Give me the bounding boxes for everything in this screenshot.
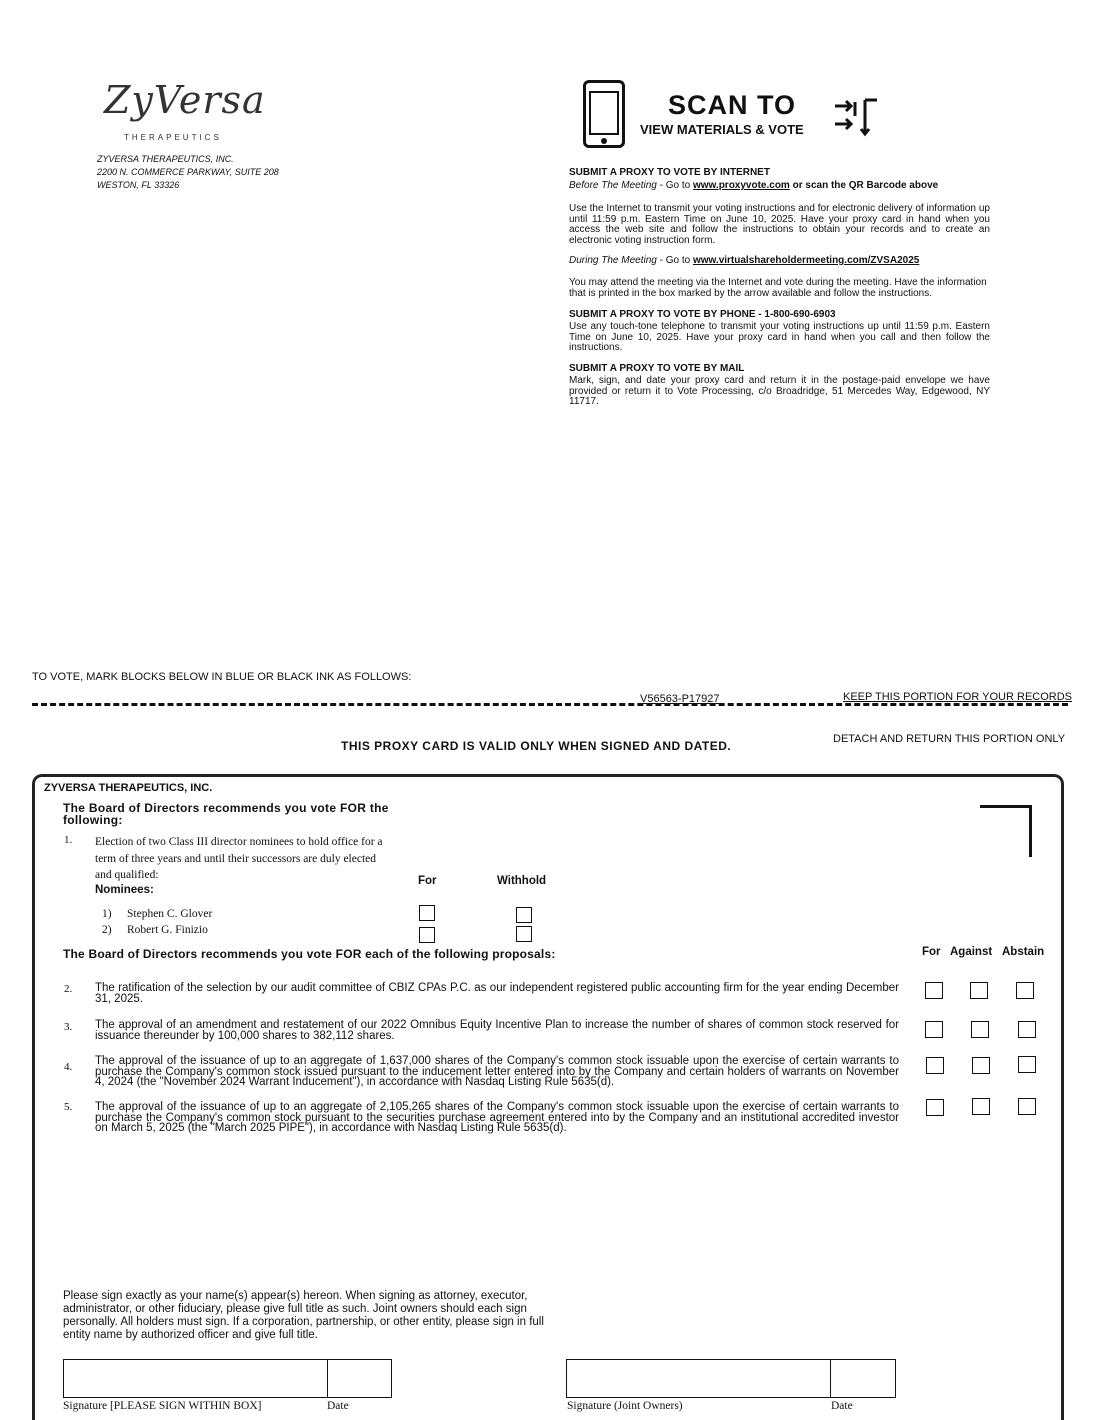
election-item-text: Election of two Class III director nominees to hold office for a term of three years and until their successors are duly elected and qualified: xyxy=(95,836,383,881)
proposal-4-against-checkbox[interactable] xyxy=(972,1057,990,1074)
before-label: Before The Meeting xyxy=(569,180,657,191)
proposal-5-for-checkbox[interactable] xyxy=(926,1099,944,1116)
date-box[interactable] xyxy=(327,1359,392,1398)
scan-title: SCAN TO xyxy=(668,90,797,120)
proposal-2-for-checkbox[interactable] xyxy=(925,982,943,999)
virtual-meeting-link[interactable]: www.virtualshareholdermeeting.com/ZVSA2025 xyxy=(692,255,920,266)
proposal-text: The approval of the issuance of up to an aggregate of 2,105,265 shares of the Company's common stock issuable upon the exercise of certain warrants to purchase the Company's common stock pursuant to the securities purchase agreement entered into by the Company and an institutional accredited investor on March 5, 2025 (the "March 2025 PIPE"), in accordance with Nasdaq Listing Rule 5635(d). xyxy=(95,1101,899,1134)
header-against: Against xyxy=(950,946,993,958)
nominee-2-withhold-checkbox[interactable] xyxy=(516,926,532,942)
nominee-1-for-checkbox[interactable] xyxy=(419,905,435,921)
phone-heading: SUBMIT A PROXY TO VOTE BY PHONE - 1-800-690-6903 xyxy=(569,309,836,320)
before-meeting-line xyxy=(569,181,990,192)
scan-subtitle: VIEW MATERIALS & VOTE xyxy=(640,122,804,137)
proposal-3-for-checkbox[interactable] xyxy=(925,1021,943,1038)
control-code: V56563-P17927 xyxy=(640,693,720,705)
proposal-3-against-checkbox[interactable] xyxy=(971,1021,989,1038)
proposal-number: 2. xyxy=(64,983,73,995)
signature-box[interactable] xyxy=(63,1359,328,1398)
signature-label: Signature [PLEASE SIGN WITHIN BOX] xyxy=(63,1400,262,1412)
card-company-name: ZYVERSA THERAPEUTICS, INC. xyxy=(44,782,213,794)
nominee-2-for-checkbox[interactable] xyxy=(419,927,435,943)
nominee-name: Stephen C. Glover xyxy=(127,908,213,920)
during-goto: - Go to xyxy=(656,255,693,266)
detach-label: DETACH AND RETURN THIS PORTION ONLY xyxy=(833,733,1066,745)
during-label: During The Meeting xyxy=(569,255,657,266)
header-abstain: Abstain xyxy=(1002,946,1045,958)
proposal-2-abstain-checkbox[interactable] xyxy=(1016,982,1034,999)
recommendation-following: The Board of Directors recommends you vote FOR the following: xyxy=(63,801,389,827)
address-line: WESTON, FL 33326 xyxy=(97,180,180,190)
proposal-4-abstain-checkbox[interactable] xyxy=(1018,1056,1036,1073)
proposal-3-abstain-checkbox[interactable] xyxy=(1018,1021,1036,1038)
proposal-number: 5. xyxy=(64,1101,73,1113)
nominee-name: Robert G. Finizio xyxy=(127,924,208,936)
column-for: For xyxy=(418,875,437,887)
internet-body: Use the Internet to transmit your voting instructions and for electronic delivery of information up until 11:59 p.m. Eastern Time on June 10, 2025. Have your proxy card in hand when you access the web site and follow the instructions to obtain your records and to create an electronic voting instruction form. xyxy=(569,203,990,246)
company-address xyxy=(97,153,279,192)
proposal-number: 3. xyxy=(64,1021,73,1033)
proposal-2-against-checkbox[interactable] xyxy=(970,982,988,999)
before-rest: or scan the QR Barcode above xyxy=(789,180,939,191)
proposal-4-for-checkbox[interactable] xyxy=(926,1057,944,1074)
proxyvote-link[interactable]: www.proxyvote.com xyxy=(692,180,790,191)
nominee-1-withhold-checkbox[interactable] xyxy=(516,907,532,923)
internet-heading: SUBMIT A PROXY TO VOTE BY INTERNET xyxy=(569,167,770,178)
keep-portion-label: KEEP THIS PORTION FOR YOUR RECORDS xyxy=(843,691,1073,703)
joint-date-box[interactable] xyxy=(830,1359,896,1398)
during-meeting-line xyxy=(569,256,990,267)
proposal-5-against-checkbox[interactable] xyxy=(972,1098,990,1115)
joint-signature-label: Signature (Joint Owners) xyxy=(567,1400,683,1412)
proposal-text: The approval of an amendment and restatement of our 2022 Omnibus Equity Incentive Plan to increase the number of shares of common stock reserved for issuance thereunder by 100,000 shares to 382,112 shares. xyxy=(95,1019,899,1042)
phone-body: Use any touch-tone telephone to transmit your voting instructions up until 11:59 p.m. Eastern Time on June 10, 2025. Have your proxy card in hand when you call and then follow the instructions. xyxy=(569,321,990,353)
corner-mark xyxy=(980,805,1032,857)
proposal-text: The ratification of the selection by our audit committee of CBIZ CPAs P.C. as our independent registered public accounting firm for the year ending December 31, 2025. xyxy=(95,982,899,1005)
nominees-label: Nominees: xyxy=(95,884,154,896)
mail-body: Mark, sign, and date your proxy card and return it in the postage-paid envelope we have provided or return it to Vote Processing, c/o Broadridge, 51 Mercedes Way, Edgewood, NY 11717. xyxy=(569,375,990,407)
joint-date-label: Date xyxy=(831,1400,853,1412)
recommendation-proposals: The Board of Directors recommends you vote FOR each of the following proposals: xyxy=(63,947,556,961)
nominee-number: 1) xyxy=(102,908,112,920)
header-for: For xyxy=(922,946,941,958)
before-goto: - Go to xyxy=(656,180,693,191)
address-line: 2200 N. COMMERCE PARKWAY, SUITE 208 xyxy=(97,167,279,177)
company-logo: ZyVersa xyxy=(104,78,266,122)
proposal-number: 4. xyxy=(64,1061,73,1073)
phone-icon xyxy=(583,80,625,148)
joint-signature-box[interactable] xyxy=(566,1359,831,1398)
proposal-text: The approval of the issuance of up to an aggregate of 1,637,000 shares of the Company's common stock issuable upon the exercise of certain warrants to purchase the Company's common stock issued pursuant to the inducement letter entered into by the Company and certain holders of warrants on November 4, 2024 (the "November 2024 Warrant Inducement"), in accordance with Nasdaq Listing Rule 5635(d). xyxy=(95,1055,899,1088)
mail-heading: SUBMIT A PROXY TO VOTE BY MAIL xyxy=(569,363,745,374)
date-label: Date xyxy=(327,1400,349,1412)
address-line: ZYVERSA THERAPEUTICS, INC. xyxy=(97,154,234,164)
column-withhold: Withhold xyxy=(497,875,547,887)
item-number: 1. xyxy=(64,834,73,846)
proposal-5-abstain-checkbox[interactable] xyxy=(1018,1098,1036,1115)
arrows-icon xyxy=(833,96,879,138)
signing-instructions: Please sign exactly as your name(s) appear(s) hereon. When signing as attorney, executor, administrator, or other fiduciary, please give full title as such. Joint owners should each sign personally. All holders must sign. If a corporation, partnership, or other entity, please sign in full entity name by authorized officer and give full title. xyxy=(63,1290,544,1341)
nominee-number: 2) xyxy=(102,924,112,936)
detach-line xyxy=(32,703,1068,706)
during-body: You may attend the meeting via the Internet and vote during the meeting. Have the information that is printed in the box marked by the arrow available and follow the instructions. xyxy=(569,277,987,299)
valid-notice: THIS PROXY CARD IS VALID ONLY WHEN SIGNED AND DATED. xyxy=(341,739,732,753)
to-vote-instruction: TO VOTE, MARK BLOCKS BELOW IN BLUE OR BLACK INK AS FOLLOWS: xyxy=(32,671,412,683)
logo-subtitle: THERAPEUTICS xyxy=(124,133,222,142)
